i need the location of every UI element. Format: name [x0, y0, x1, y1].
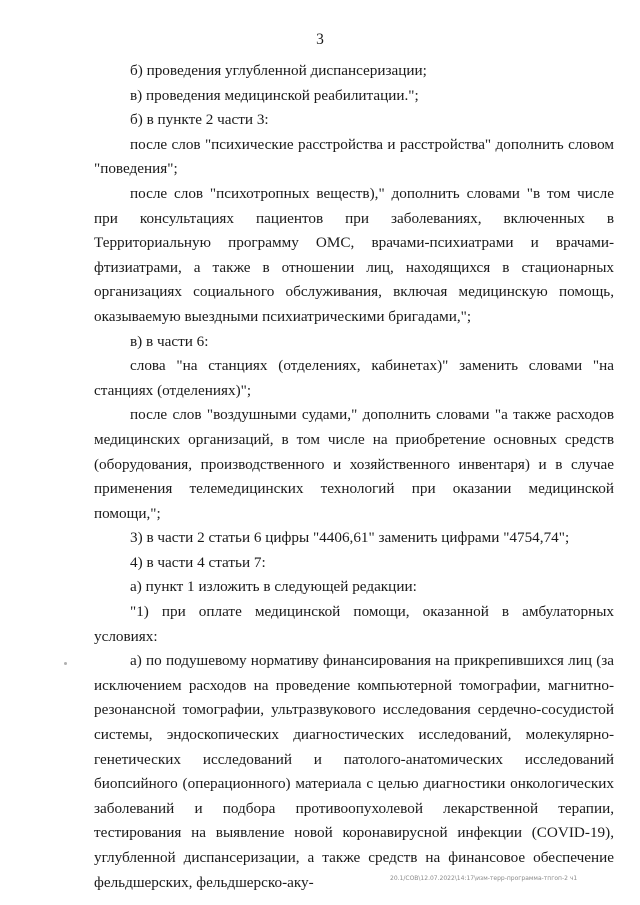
- paragraph-7: слова "на станциях (отделениях, кабинетах)" заменить словами "на станциях (отделениях)";: [94, 357, 614, 399]
- document-body: [94, 59, 614, 895]
- paragraph-12: "1) при оплате медицинской помощи, оказанной в амбулаторных условиях:: [94, 603, 614, 645]
- paragraph-11: а) пункт 1 изложить в следующей редакции:: [130, 578, 417, 596]
- page-number: 3: [316, 31, 324, 48]
- paragraph-5: после слов "психотропных веществ)," дополнить словами "в том числе при консультациях пациентов при заболеваниях, включенных в Территориальную программу ОМС, врачами-психиатрами и врачами-фтизиатрами, а также в отношении лиц, находящихся в стационарных организациях социального обслуживания, включая медицинскую помощь, оказываемую выездными психиатрическими бригадами,";: [94, 184, 614, 325]
- paragraph-6: в) в части 6:: [130, 332, 209, 350]
- paragraph-8: после слов "воздушными судами," дополнить словами "а также расходов медицинских организаций, в том числе на приобретение основных средств (оборудования, производственного и хозяйственного инвентаря) и в случае применения телемедицинских технологий при оказании медицинской помощи,";: [94, 406, 614, 522]
- paragraph-2: в) проведения медицинской реабилитации.";: [130, 86, 419, 104]
- paragraph-10: 4) в части 4 статьи 7:: [130, 553, 266, 571]
- document-footer: 20.1/COB\12.07.2022\14:17\изм-терр-программа-тпгоп-2 ч1: [390, 875, 578, 882]
- paragraph-4: после слов "психические расстройства и расстройства" дополнить словом "поведения";: [94, 135, 614, 178]
- paragraph-1: б) проведения углубленной диспансеризации;: [130, 62, 427, 79]
- paragraph-9: 3) в части 2 статьи 6 цифры "4406,61" заменить цифрами "4754,74";: [130, 529, 570, 547]
- paragraph-13: а) по подушевому нормативу финансирования на прикрепившихся лиц (за исключением расходов на проведение компьютерной томографии, магнитно-резонансной томографии, ультразвукового исследования сердечно-сосудистой системы, эндоскопических диагностических исследований, молекулярно-генетических исследований и патолого-анатомических исследований биопсийного (операционного) материала с целью диагностики онкологических заболеваний и подбора противоопухолевой лекарственной терапии, тестирования на выявление новой коронавирусной инфекции (COVID-19), углубленной диспансеризации, а также средств на финансовое обеспечение фельдшерских, фельдшерско-аку-: [94, 652, 614, 891]
- scan-speck: [64, 662, 67, 665]
- paragraph-3: б) в пункте 2 части 3:: [130, 111, 269, 129]
